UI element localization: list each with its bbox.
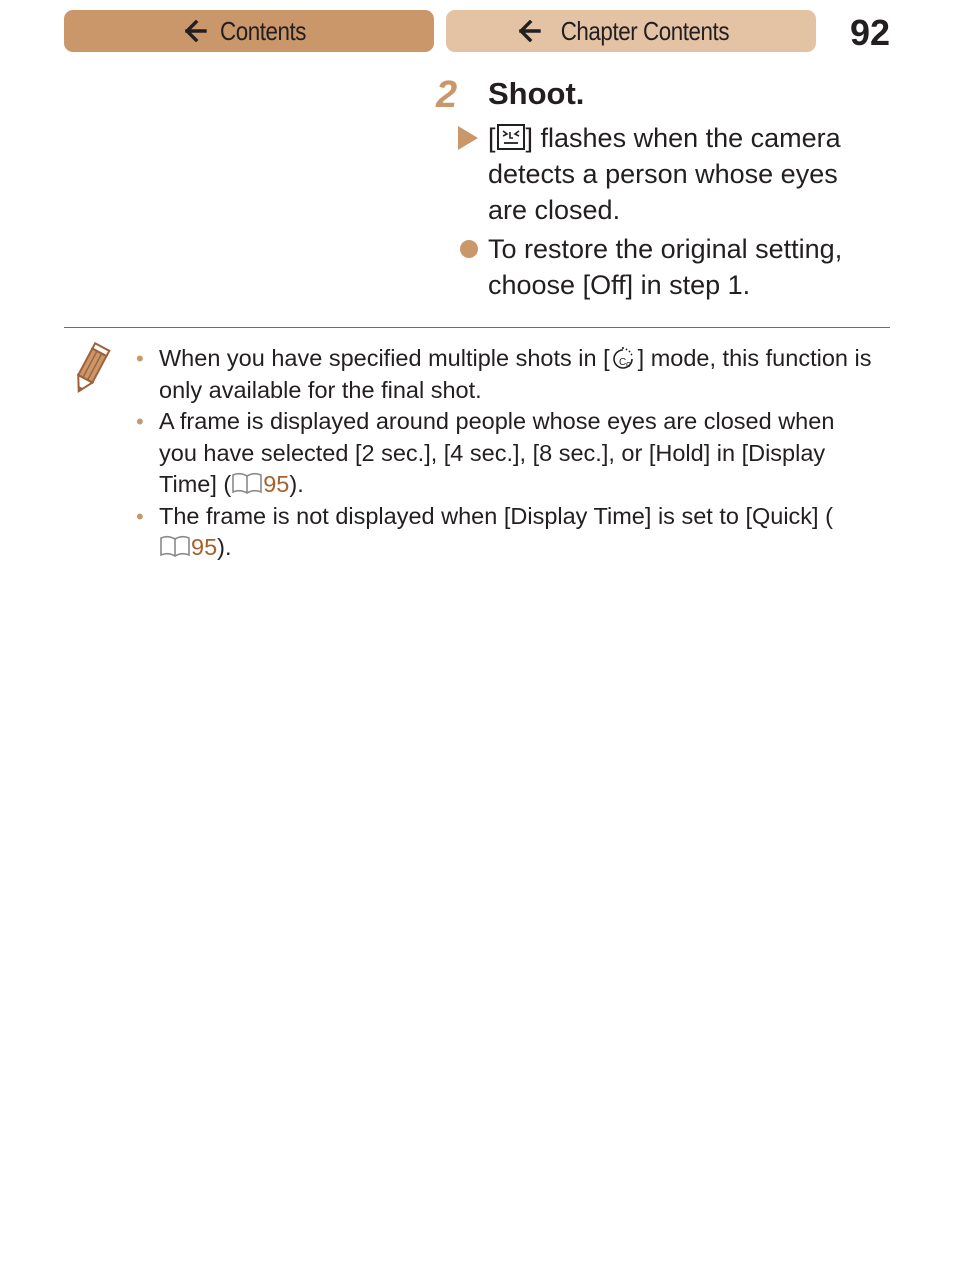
arrow-left-icon: [185, 20, 207, 42]
page-ref-link[interactable]: 95: [159, 534, 217, 560]
section-divider: [64, 327, 890, 328]
step-bullet-item: To restore the original setting, choose [Off] in step 1.: [458, 231, 878, 303]
step-title: Shoot.: [488, 76, 585, 111]
custom-timer-icon: [610, 346, 638, 370]
note-bullet: •: [136, 409, 144, 434]
pencil-icon: [66, 342, 114, 398]
bullet-dot-icon: [460, 240, 478, 258]
arrow-left-icon: [519, 20, 541, 42]
note-item: • When you have specified multiple shots in [ C c ] mode, this function is only available for the final shot.: [136, 345, 872, 403]
note-bullet: •: [136, 346, 144, 371]
note-item: • A frame is displayed around people whose eyes are closed when you have selected [2 sec.], [4 sec.], [8 sec.], or [Hold] in [Display Time] ( 95).: [136, 408, 835, 497]
step-number: 2: [436, 74, 458, 116]
book-icon: [231, 471, 263, 495]
contents-button-label: Contents: [219, 15, 307, 46]
chapter-contents-button-label: Chapter Contents: [560, 15, 730, 46]
svg-text:c: c: [625, 359, 631, 369]
note-item: • The frame is not displayed when [Display Time] is set to [Quick] (95).: [136, 502, 833, 560]
page-number: 92: [849, 12, 890, 53]
contents-button[interactable]: [64, 10, 434, 52]
page-ref-link[interactable]: 95: [231, 471, 289, 497]
svg-text:C: C: [618, 357, 626, 368]
blink-detection-icon: [496, 123, 526, 151]
note-bullet: •: [136, 503, 144, 529]
book-icon: [159, 534, 191, 558]
chapter-contents-button[interactable]: [446, 10, 816, 52]
step-result-item: [ ] flashes when the camera detects a person whose eyes are closed.: [458, 120, 878, 228]
notes-list: [136, 343, 876, 564]
result-triangle-icon: [458, 126, 478, 150]
